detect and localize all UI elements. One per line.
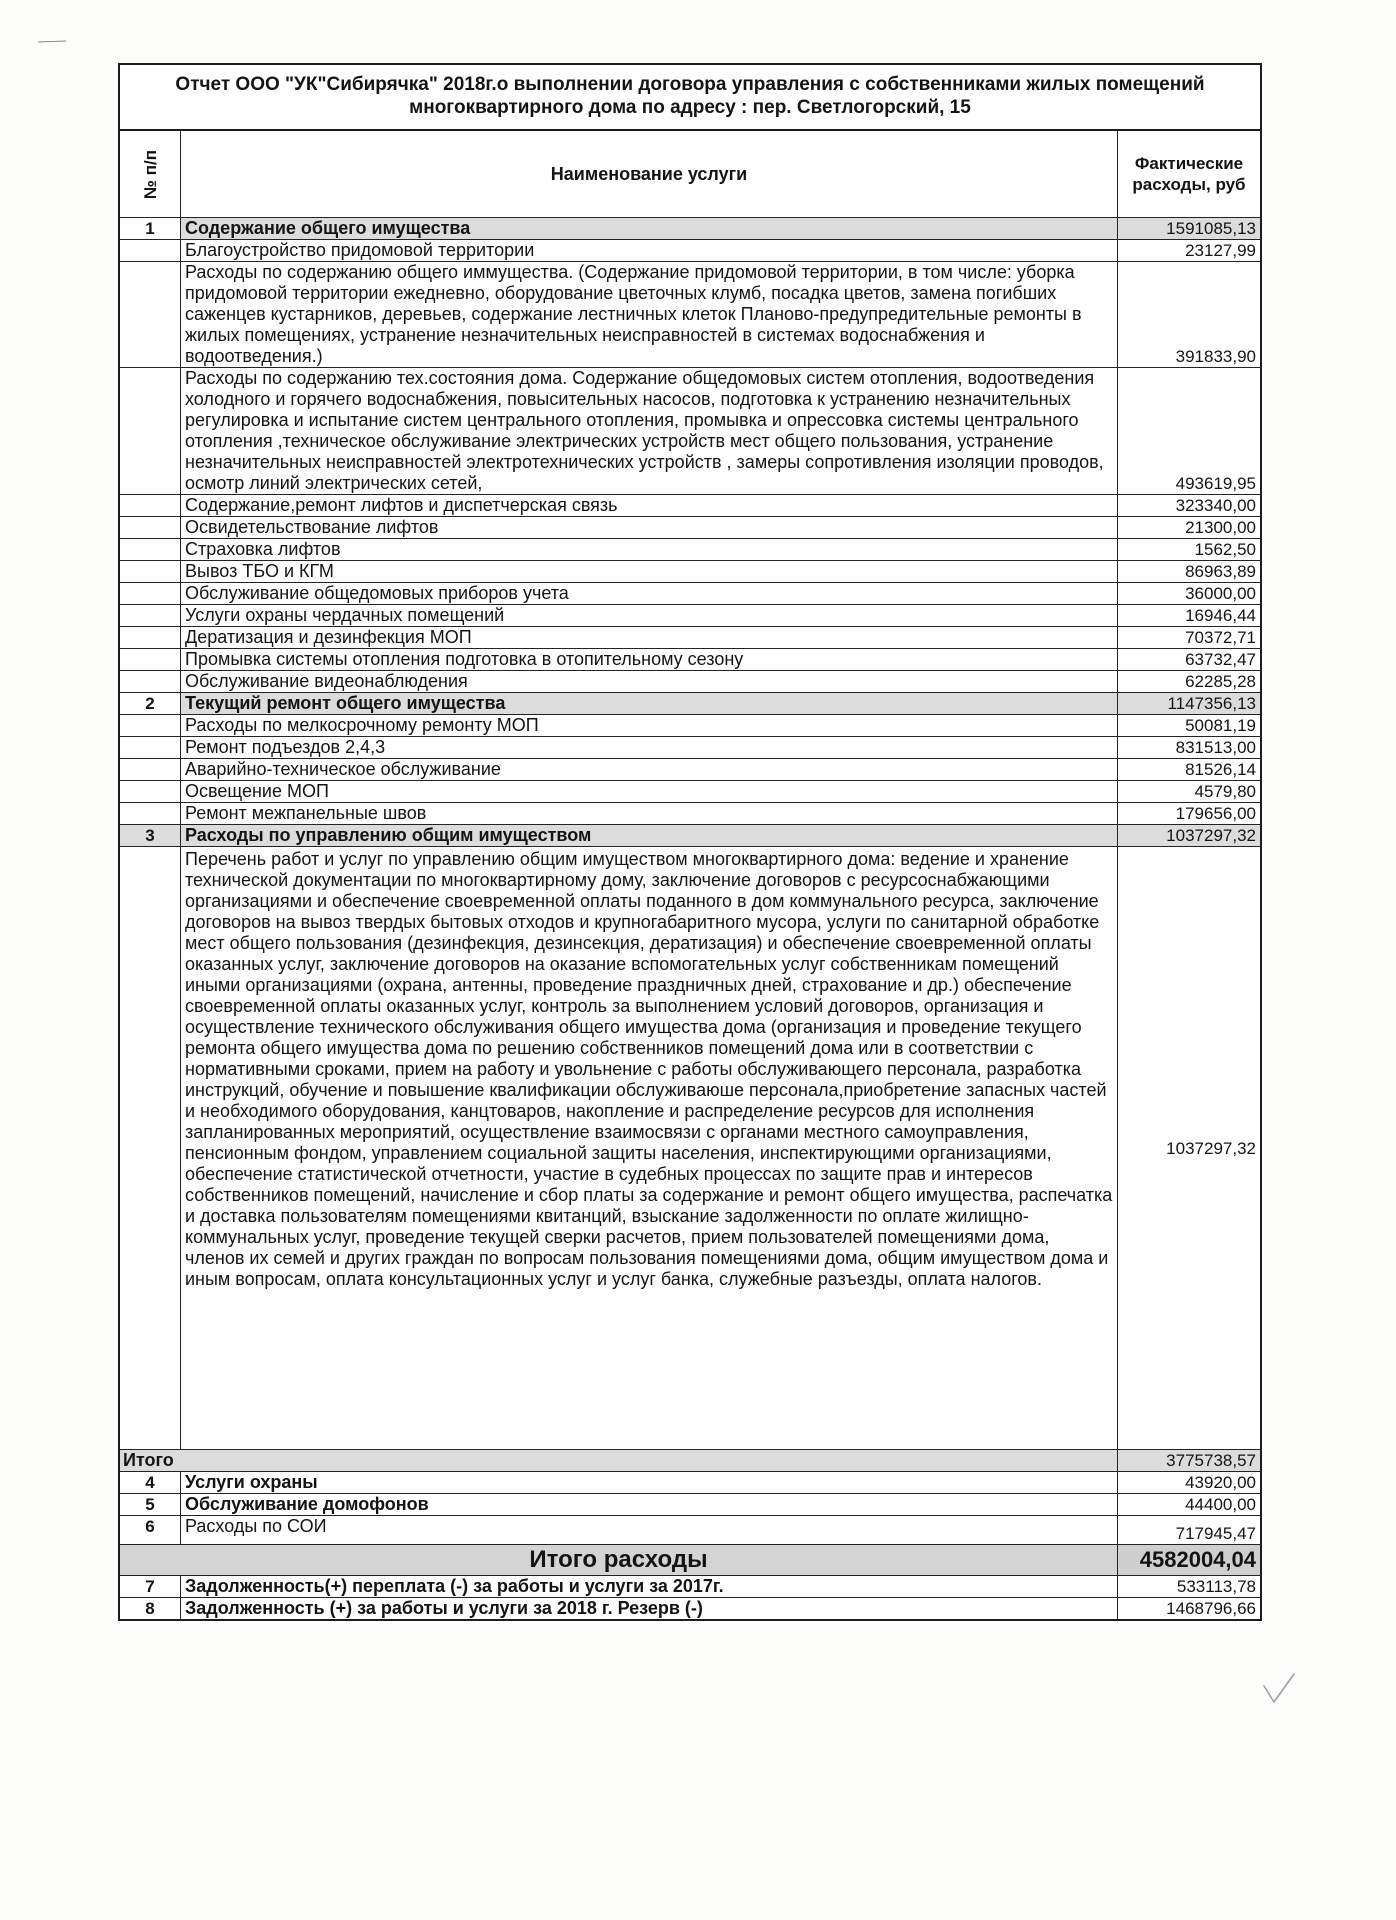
grand-total-amount: 4582004,04 <box>1118 1545 1260 1575</box>
table-row: Содержание,ремонт лифтов и диспетчерская связь 323340,00 <box>120 495 1260 517</box>
table-row: Вывоз ТБО и КГМ 86963,89 <box>120 561 1260 583</box>
report-table <box>118 63 1262 1621</box>
checkmark-icon <box>1262 1672 1296 1706</box>
table-row: 8 Задолженность (+) за работы и услуги за 2018 г. Резерв (-) 1468796,66 <box>120 1598 1260 1619</box>
table-row: 7 Задолженность(+) переплата (-) за работы и услуги за 2017г. 533113,78 <box>120 1576 1260 1598</box>
table-row: Расходы по содержанию тех.состояния дома. Содержание общедомовых систем отопления, водоотведения холодного и горячего водоснабжения, повысительных насосов, подготовка к устранению незначительных регулировка и испытание систем центрального отопления, промывка и опрессовка системы центрального отопления ,техническое обслуживание электрических устройств мест общего пользования, устранение незначительных неисправностей электротехнических устройств , замеры сопротивления изоляции проводов, осмотр линий электрических сетей, 493619,95 <box>120 368 1260 495</box>
table-row-section: 3 Расходы по управлению общим имуществом 1037297,32 <box>120 825 1260 847</box>
table-row: Услуги охраны чердачных помещений 16946,44 <box>120 605 1260 627</box>
table-row: Промывка системы отопления подготовка в отопительному сезону 63732,47 <box>120 649 1260 671</box>
subtotal-row <box>120 1450 1260 1472</box>
table-row-management: Перечень работ и услуг по управлению общим имуществом многоквартирного дома: ведение и хранение технической документации по многоквартирному дому, заключение договоров с ресурсоснабжающими организациями и обеспечение своевременной оплаты поданного в дом коммунального ресурса, заключение договоров на вывоз твердых бытовых отходов и крупногабаритного мусора, услуги по санитарной обработке мест общего пользования (дезинфекция, дезинсекция, дератизация) и обеспечение своевременной оплаты оказанных услуг, заключение договоров на оказание вспомогательных услуг собственникам помещений иными организациями (охрана, антенны, проведение праздничных дней, страхование и др.) обеспечение своевременной оплаты оказанных услуг, контроль за выполнением условий договоров, организация и осуществление технического обслуживания общего имущества дома (организация и проведение текущего ремонта общего имущества дома по решению собственников помещений дома или в соответствии с нормативными сроками, прием на работу и увольнение с работы обслуживающего персонала, разработка инструкций, обучение и повышение квалификации обслуживаюше персонала,приобретение запасных частей и необходимого оборудования, канцтоваров, накопление и распределение ресурсов для исполнения запланированных мероприятий, осуществление взаимосвязи с органами местного самоуправления, пенсионным фондом, управлением социальной защиты населения, инспектирующими организациями, обеспечение статистической отчетности, участие в судебных процессах по защите прав и интересов собственников помещений, начисление и сбор платы за содержание и ремонт общего имущества, распечатка и доставка пользователям помещениями квитанций, взыскание задолженности по оплате жилищно-коммунальных услуг, проведение текущей сверки расчетов, прием пользователей помещениями дома, членов их семей и других граждан по вопросам пользования помещениями дома, общим имуществом дома и иным вопросам, оплата консультационных услуг и услуг банка, служебные разъезды, оплата налогов. 1037297,32 <box>120 847 1260 1450</box>
table-row: Страховка лифтов 1562,50 <box>120 539 1260 561</box>
table-row: Ремонт межпанельные швов 179656,00 <box>120 803 1260 825</box>
table-row: Ремонт подъездов 2,4,3 831513,00 <box>120 737 1260 759</box>
table-row: 5 Обслуживание домофонов 44400,00 <box>120 1494 1260 1516</box>
scan-mark <box>38 30 66 33</box>
subtotal-amount: 3775738,57 <box>1118 1450 1260 1471</box>
table-row: Обслуживание видеонаблюдения 62285,28 <box>120 671 1260 693</box>
table-row: Благоустройство придомовой территории 23127,99 <box>120 240 1260 262</box>
table-row: 4 Услуги охраны 43920,00 <box>120 1472 1260 1494</box>
report-title <box>120 65 1260 131</box>
table-row: Аварийно-техническое обслуживание 81526,14 <box>120 759 1260 781</box>
header-num: № п/п <box>120 131 181 217</box>
grand-total-label: Итого расходы <box>120 1545 1118 1575</box>
table-row: Освидетельствование лифтов 21300,00 <box>120 517 1260 539</box>
table-row-section: 1 Содержание общего имущества 1591085,13 <box>120 218 1260 240</box>
table-row: 6 Расходы по СОИ 717945,47 <box>120 1516 1260 1545</box>
table-row: Дератизация и дезинфекция МОП 70372,71 <box>120 627 1260 649</box>
table-row: Обслуживание общедомовых приборов учета 36000,00 <box>120 583 1260 605</box>
table-header <box>120 131 1260 218</box>
subtotal-label: Итого <box>120 1450 1118 1471</box>
title-line-2: многоквартирного дома по адресу : пер. Светлогорский, 15 <box>409 97 971 118</box>
header-amount: Фактические расходы, руб <box>1132 154 1246 194</box>
grand-total-row <box>120 1545 1260 1576</box>
table-row: Расходы по мелкосрочному ремонту МОП 50081,19 <box>120 715 1260 737</box>
header-name: Наименование услуги <box>181 131 1118 217</box>
table-row: Освещение МОП 4579,80 <box>120 781 1260 803</box>
table-row: Расходы по содержанию общего иммущества. (Содержание придомовой территории, в том числе: уборка придомовой территории ежедневно, оборудование цветочных клумб, посадка цветов, замена погибших саженцев кустарников, деревьев, содержание лестничных клеток Планово-предупредительные ремонты в жилых помещениях, устранение незначительных неисправностей в системах водоснабжения и водоотведения.) 391833,90 <box>120 262 1260 368</box>
title-line-1: Отчет ООО "УК"Сибирячка" 2018г.о выполнении договора управления с собственниками жилых помещений <box>175 74 1205 95</box>
table-row-section: 2 Текущий ремонт общего имущества 1147356,13 <box>120 693 1260 715</box>
